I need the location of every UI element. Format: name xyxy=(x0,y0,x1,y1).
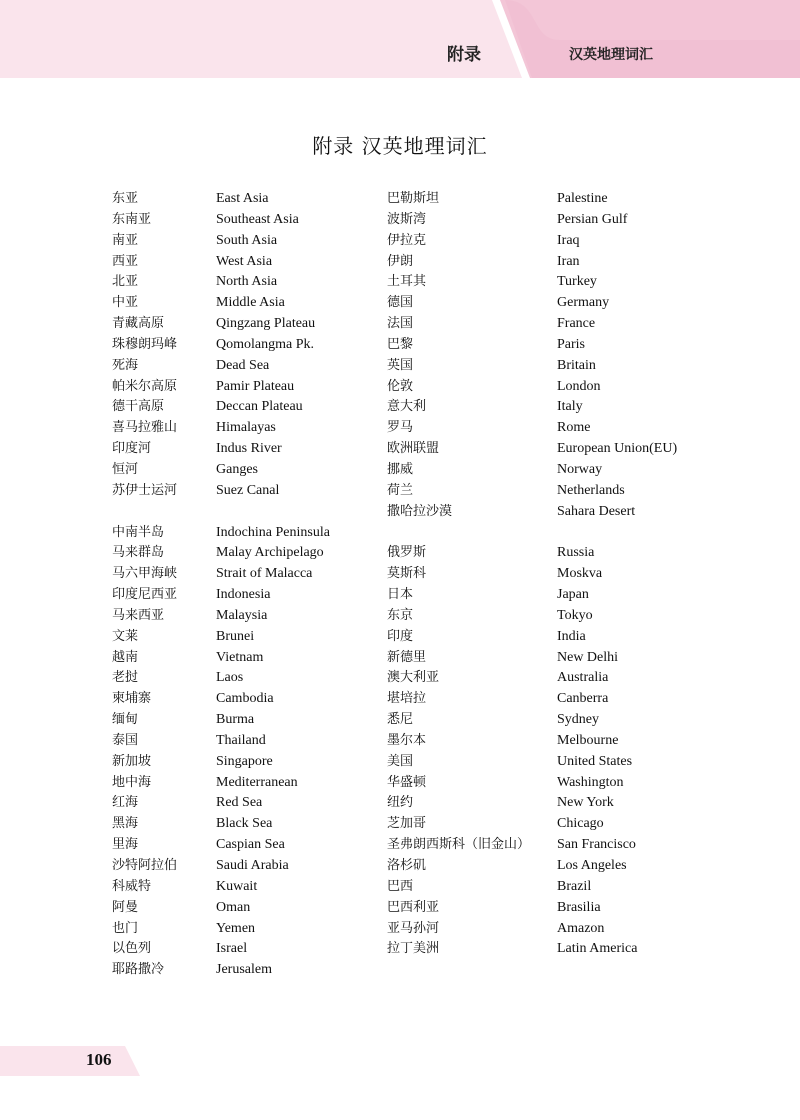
glossary-term-english: East Asia xyxy=(216,191,269,206)
glossary-term-chinese: 西亚 xyxy=(112,253,139,269)
glossary-term-chinese: 巴黎 xyxy=(387,336,414,352)
glossary-term-chinese: 新加坡 xyxy=(112,753,152,769)
glossary-entry xyxy=(387,293,717,314)
glossary-entry xyxy=(387,314,717,335)
glossary-term-english: Mediterranean xyxy=(216,774,298,790)
glossary-term-chinese: 帕米尔高原 xyxy=(112,378,178,394)
glossary-entry xyxy=(387,835,717,856)
glossary-entry xyxy=(387,418,717,439)
glossary-term-chinese: 泰国 xyxy=(112,732,139,748)
glossary-term-chinese: 法国 xyxy=(387,316,414,332)
glossary-entry xyxy=(387,189,717,210)
glossary-entry xyxy=(387,793,717,814)
glossary-term-chinese: 罗马 xyxy=(387,420,414,436)
glossary-term-chinese: 印度河 xyxy=(112,441,152,457)
glossary-term-chinese: 荷兰 xyxy=(387,482,414,498)
glossary-term-english: North Asia xyxy=(216,274,278,290)
glossary-term-chinese: 珠穆朗玛峰 xyxy=(112,336,178,352)
glossary-term-english: Washington xyxy=(557,774,624,790)
glossary-entry xyxy=(387,919,717,940)
glossary-term-chinese: 越南 xyxy=(112,649,139,665)
glossary-term-chinese: 科威特 xyxy=(112,878,152,894)
glossary-term-english: Turkey xyxy=(557,274,597,290)
glossary-term-english: Indonesia xyxy=(216,587,271,603)
glossary-term-english: Rome xyxy=(557,420,591,436)
glossary-term-chinese: 南亚 xyxy=(112,232,139,248)
glossary-term-chinese: 伊朗 xyxy=(387,253,414,269)
glossary-term-english: London xyxy=(557,378,601,394)
glossary-entry xyxy=(387,668,717,689)
glossary-term-english: Qomolangma Pk. xyxy=(216,336,314,352)
glossary-term-chinese: 巴西 xyxy=(387,878,414,894)
glossary-term-english: Canberra xyxy=(557,691,609,707)
glossary-term-chinese: 莫斯科 xyxy=(387,566,427,582)
glossary-term-english: Caspian Sea xyxy=(216,837,285,853)
glossary-term-chinese: 欧洲联盟 xyxy=(387,441,440,457)
glossary-term-english: Israel xyxy=(216,941,248,957)
glossary-term-english: Paris xyxy=(557,336,585,352)
glossary-term-english: Brazil xyxy=(557,878,592,894)
glossary-term-english: Strait of Malacca xyxy=(216,566,313,582)
glossary-term-chinese: 北亚 xyxy=(112,274,139,290)
glossary-term-chinese: 马来群岛 xyxy=(112,545,165,561)
glossary-term-chinese: 拉丁美洲 xyxy=(387,941,440,957)
glossary-entry xyxy=(387,210,717,231)
glossary-term-chinese: 柬埔寨 xyxy=(112,691,152,707)
glossary-term-english: Middle Asia xyxy=(216,295,285,311)
glossary-term-english: Dead Sea xyxy=(216,357,270,373)
glossary-entry xyxy=(387,272,717,293)
glossary-entry xyxy=(387,585,717,606)
footer-band-shape xyxy=(0,1046,140,1076)
glossary-term-chinese: 德干高原 xyxy=(112,399,165,415)
glossary-entry xyxy=(387,481,717,502)
header-band-shapes xyxy=(0,0,800,78)
glossary-term-english: Suez Canal xyxy=(216,482,280,498)
glossary-spacer xyxy=(387,523,717,544)
glossary-entry xyxy=(387,689,717,710)
glossary-entry xyxy=(387,898,717,919)
glossary-term-english: Yemen xyxy=(216,920,256,936)
glossary-entry xyxy=(387,252,717,273)
glossary-term-english: Britain xyxy=(557,357,596,373)
glossary-term-chinese: 圣弗朗西斯科（旧金山） xyxy=(387,837,531,853)
glossary-term-chinese: 喜马拉雅山 xyxy=(112,420,178,436)
glossary-term-english: Malay Archipelago xyxy=(216,545,324,561)
glossary-term-english: Oman xyxy=(216,899,251,915)
glossary-term-english: Chicago xyxy=(557,816,604,832)
glossary-term-chinese: 文莱 xyxy=(112,628,139,644)
glossary-entry xyxy=(387,856,717,877)
glossary-term-chinese: 撒哈拉沙漠 xyxy=(387,503,453,519)
page-title: 附录 汉英地理词汇 xyxy=(312,134,488,158)
glossary-term-english: Qingzang Plateau xyxy=(216,316,316,332)
glossary-term-chinese: 里海 xyxy=(112,837,139,853)
glossary-term-chinese: 以色列 xyxy=(112,941,152,957)
glossary-term-english: Deccan Plateau xyxy=(216,399,303,415)
glossary-term-english: European Union(EU) xyxy=(557,441,678,457)
header-band-left xyxy=(0,0,522,78)
glossary-term-english: Russia xyxy=(557,545,595,561)
glossary-entry xyxy=(387,939,717,960)
glossary-term-english: Vietnam xyxy=(216,649,264,665)
glossary-term-english: South Asia xyxy=(216,232,278,248)
glossary-term-english: India xyxy=(557,628,586,644)
glossary-term-english: Red Sea xyxy=(216,795,263,811)
glossary-term-chinese: 意大利 xyxy=(387,399,427,415)
glossary-term-english: Jerusalem xyxy=(216,962,272,978)
glossary-term-chinese: 伊拉克 xyxy=(387,232,427,248)
glossary-term-english: Black Sea xyxy=(216,816,273,832)
glossary-entry xyxy=(387,752,717,773)
glossary-term-chinese: 马六甲海峡 xyxy=(112,566,178,582)
glossary-term-chinese: 美国 xyxy=(387,753,414,769)
glossary-term-english: Pamir Plateau xyxy=(216,378,295,394)
glossary-term-english: Laos xyxy=(216,670,244,686)
glossary-term-chinese: 耶路撒冷 xyxy=(112,962,165,978)
glossary-right-column xyxy=(387,189,717,960)
glossary-term-english: Indus River xyxy=(216,441,282,457)
glossary-term-chinese: 印度 xyxy=(387,628,414,644)
glossary-term-chinese: 亚马孙河 xyxy=(387,920,440,936)
glossary-term-english: Himalayas xyxy=(216,420,276,436)
glossary-entry xyxy=(387,335,717,356)
glossary-term-english: Germany xyxy=(557,295,610,311)
glossary-term-chinese: 英国 xyxy=(387,357,414,373)
glossary-term-chinese: 也门 xyxy=(112,920,139,936)
header-band xyxy=(0,0,800,78)
glossary-entry xyxy=(387,731,717,752)
glossary-term-english: Amazon xyxy=(557,920,605,936)
glossary-term-english: Iran xyxy=(557,253,580,269)
glossary-term-chinese: 马来西亚 xyxy=(112,607,165,623)
glossary-entry xyxy=(387,773,717,794)
glossary-entry xyxy=(112,960,442,981)
glossary-term-english: New Delhi xyxy=(557,649,619,665)
glossary-term-chinese: 巴西利亚 xyxy=(387,899,440,915)
glossary-term-english: Iraq xyxy=(557,232,580,248)
header-chapter-label: 汉英地理词汇 xyxy=(569,47,653,63)
glossary-term-english: San Francisco xyxy=(557,837,636,853)
glossary-entry xyxy=(387,648,717,669)
glossary-term-chinese: 芝加哥 xyxy=(387,816,427,832)
glossary-term-english: France xyxy=(557,316,596,332)
glossary-term-chinese: 华盛顿 xyxy=(387,774,427,790)
glossary-term-english: Italy xyxy=(557,399,583,415)
glossary-term-chinese: 中南半岛 xyxy=(112,524,165,540)
glossary-entry xyxy=(387,460,717,481)
glossary-entry xyxy=(387,397,717,418)
glossary-term-chinese: 阿曼 xyxy=(112,899,139,915)
glossary-term-english: New York xyxy=(557,795,614,811)
glossary-term-chinese: 纽约 xyxy=(387,795,414,811)
glossary-term-english: Malaysia xyxy=(216,607,268,623)
glossary-term-english: Kuwait xyxy=(216,878,258,894)
glossary-entry xyxy=(387,606,717,627)
glossary-entry xyxy=(387,356,717,377)
glossary-term-chinese: 巴勒斯坦 xyxy=(387,191,440,206)
glossary-term-english: Persian Gulf xyxy=(557,211,628,227)
glossary-term-chinese: 澳大利亚 xyxy=(387,670,440,686)
glossary-term-english: Australia xyxy=(557,670,609,686)
glossary-term-chinese: 缅甸 xyxy=(112,712,139,728)
glossary-term-english: Brunei xyxy=(216,628,255,644)
glossary-term-chinese: 黑海 xyxy=(112,816,139,832)
glossary-term-english: West Asia xyxy=(216,253,273,269)
glossary-term-chinese: 新德里 xyxy=(387,649,427,665)
glossary-term-chinese: 恒河 xyxy=(112,461,139,477)
glossary-term-chinese: 墨尔本 xyxy=(387,732,427,748)
glossary-term-english: Los Angeles xyxy=(557,858,627,873)
glossary-term-english: Moskva xyxy=(557,566,603,582)
glossary-term-chinese: 土耳其 xyxy=(387,274,427,290)
glossary-term-english: United States xyxy=(557,753,633,769)
glossary-term-english: Burma xyxy=(216,712,255,728)
glossary-term-chinese: 德国 xyxy=(387,295,414,311)
glossary-term-english: Singapore xyxy=(216,753,273,769)
glossary-entry xyxy=(387,814,717,835)
glossary-term-chinese: 死海 xyxy=(112,357,139,373)
footer-band-fill xyxy=(0,1046,140,1076)
glossary-term-english: Palestine xyxy=(557,191,608,206)
glossary-term-chinese: 中亚 xyxy=(112,295,139,311)
glossary-term-english: Japan xyxy=(557,587,589,603)
glossary-term-chinese: 伦敦 xyxy=(387,378,414,394)
glossary-entry xyxy=(387,543,717,564)
glossary-term-english: Netherlands xyxy=(557,482,625,498)
glossary-term-english: Cambodia xyxy=(216,691,274,707)
glossary-term-english: Saudi Arabia xyxy=(216,858,289,873)
glossary-term-english: Latin America xyxy=(557,941,638,957)
glossary-entry xyxy=(387,439,717,460)
glossary-term-chinese: 沙特阿拉伯 xyxy=(112,858,178,873)
glossary-term-english: Melbourne xyxy=(557,732,619,748)
glossary-term-english: Thailand xyxy=(216,732,266,748)
glossary-term-chinese: 挪威 xyxy=(387,461,414,477)
glossary-term-chinese: 波斯湾 xyxy=(387,211,427,227)
glossary-term-english: Southeast Asia xyxy=(216,211,299,227)
glossary-term-chinese: 青藏高原 xyxy=(112,316,165,332)
glossary-term-chinese: 日本 xyxy=(387,587,414,603)
glossary-entry xyxy=(387,877,717,898)
glossary-term-english: Indochina Peninsula xyxy=(216,524,330,540)
glossary-term-chinese: 印度尼西亚 xyxy=(112,587,178,603)
glossary-entry xyxy=(387,377,717,398)
glossary-term-chinese: 东亚 xyxy=(112,191,139,206)
glossary-term-chinese: 东京 xyxy=(387,607,414,623)
glossary-term-english: Ganges xyxy=(216,461,258,477)
glossary-term-chinese: 红海 xyxy=(112,795,139,811)
glossary-term-english: Sahara Desert xyxy=(557,503,636,519)
footer-band xyxy=(0,1046,140,1076)
glossary-term-chinese: 地中海 xyxy=(112,774,152,790)
glossary-term-chinese: 苏伊士运河 xyxy=(112,482,178,498)
glossary-term-chinese: 老挝 xyxy=(112,670,139,686)
page-number: 106 xyxy=(86,1050,112,1069)
glossary-term-english: Sydney xyxy=(557,712,599,728)
glossary-entry xyxy=(387,502,717,523)
glossary-term-english: Norway xyxy=(557,461,603,477)
glossary-entry xyxy=(387,710,717,731)
glossary-term-english: Tokyo xyxy=(557,607,593,623)
glossary-entry xyxy=(387,564,717,585)
glossary-term-chinese: 东南亚 xyxy=(112,211,152,227)
glossary-term-english: Brasilia xyxy=(557,899,601,915)
header-section-label: 附录 xyxy=(447,45,481,65)
glossary-entry xyxy=(387,627,717,648)
glossary-term-chinese: 俄罗斯 xyxy=(387,545,427,561)
glossary-term-chinese: 悉尼 xyxy=(387,712,414,728)
glossary-term-chinese: 堪培拉 xyxy=(387,691,427,707)
glossary-entry xyxy=(387,231,717,252)
glossary-term-chinese: 洛杉矶 xyxy=(387,858,427,873)
